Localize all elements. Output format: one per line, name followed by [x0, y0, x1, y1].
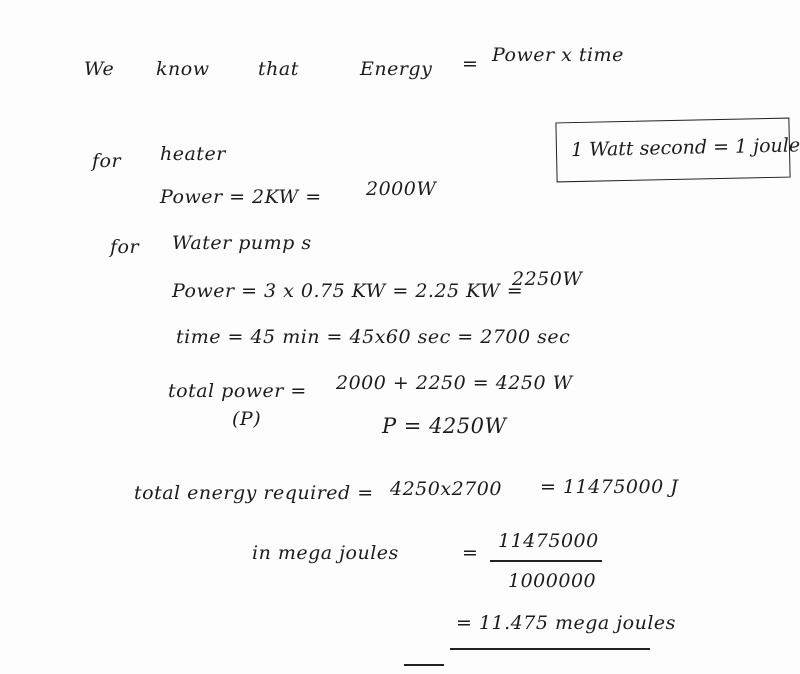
fraction-line — [490, 560, 602, 562]
total-energy-calc: 4250x2700 — [390, 478, 502, 500]
page-bottom-line — [404, 664, 444, 666]
megajoules-result: = 11.475 mega joules — [456, 612, 676, 634]
heater-label: heater — [160, 143, 226, 165]
pump-power-line: Power = 3 x 0.75 KW = 2.25 KW = — [172, 280, 524, 302]
fraction-numerator: 11475000 — [498, 530, 599, 552]
megajoules-equals: = — [462, 542, 479, 564]
total-power-label: total power = — [168, 380, 307, 402]
result-underline — [450, 648, 650, 650]
pump-time-line: time = 45 min = 45x60 sec = 2700 sec — [176, 326, 571, 348]
pump-label: Water pump s — [172, 232, 312, 254]
note-box — [555, 118, 800, 183]
intro-equals: = — [462, 53, 479, 75]
pump-label-for: for — [110, 236, 140, 258]
intro-word-that: that — [258, 58, 299, 80]
heater-power-line: Power = 2KW = — [160, 186, 322, 208]
intro-formula: Power x time — [492, 44, 624, 66]
total-energy-result: = 11475000 J — [540, 476, 679, 498]
heater-power-value: 2000W — [366, 178, 437, 200]
total-power-symbol: (P) — [232, 408, 262, 430]
intro-energy-word: Energy — [360, 58, 433, 80]
intro-word-we: We — [84, 58, 115, 80]
fraction-denominator: 1000000 — [508, 570, 597, 592]
total-energy-label: total energy required = — [134, 482, 374, 504]
total-power-result: P = 4250W — [382, 414, 507, 438]
megajoules-label: in mega joules — [252, 542, 399, 564]
total-power-calc: 2000 + 2250 = 4250 W — [336, 372, 573, 394]
intro-word-know: know — [156, 58, 210, 80]
pump-power-value: 2250W — [512, 268, 583, 290]
note-box-text: 1 Watt second = 1 joule — [570, 134, 800, 162]
heater-label-for: for — [92, 150, 122, 172]
